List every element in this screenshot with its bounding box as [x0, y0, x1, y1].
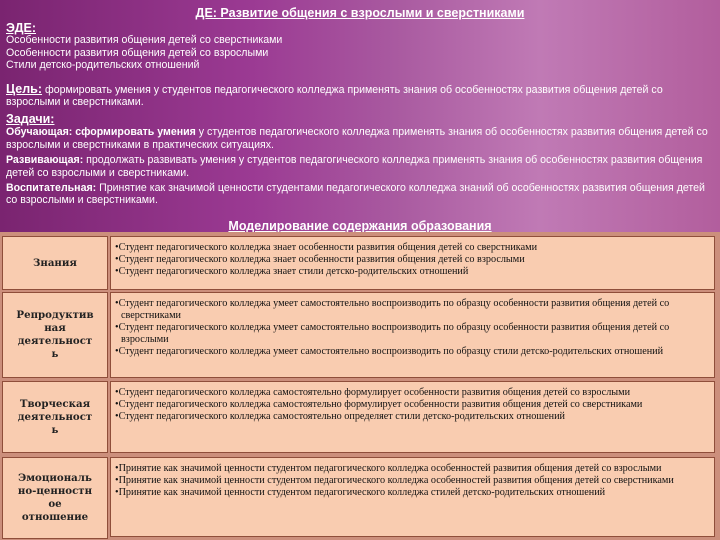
task-text: Принятие как значимой ценности студентами педагогического колледжа знаний об особенностях развития общения детей со взрослыми и сверстниками.: [6, 182, 705, 207]
task-text: продолжать развивать умения у студентов педагогического колледжа применять знания об особенностях развития общения детей со взрослыми и сверстниками.: [6, 154, 703, 179]
ede-section: [6, 22, 710, 72]
table-row: [0, 292, 720, 378]
list-item: • Принятие как значимой ценности студентом педагогического колледжа особенностей развития общения детей со взрослыми: [115, 463, 710, 475]
tasks-section: [6, 113, 710, 207]
page-title: ДЕ: Развитие общения с взрослыми и сверстниками: [195, 6, 525, 20]
table-row: [0, 381, 720, 453]
task-teaching: [6, 126, 710, 151]
goal-section: [6, 83, 710, 109]
task-label: Развивающая:: [6, 154, 84, 167]
header-panel: [0, 0, 720, 232]
goal-text: формировать умения у студентов педагогического колледжа применять знания об особенностях развития общения детей со взрослыми и сверстниками.: [6, 84, 663, 109]
row-content: [110, 236, 715, 290]
ede-item: Стили детско-родительских отношений: [6, 59, 200, 72]
ede-item: Особенности развития общения детей со сверстниками: [6, 34, 283, 47]
task-educational: [6, 182, 710, 207]
task-developing: [6, 154, 710, 179]
row-label: Знания: [2, 236, 108, 290]
table-row: [0, 236, 720, 290]
table-row: [0, 457, 720, 537]
ede-item: Особенности развития общения детей со взрослыми: [6, 46, 269, 59]
list-item: • Студент педагогического колледжа умеет самостоятельно воспроизводить по образцу особенности развития общения детей со взрослыми: [115, 322, 710, 346]
ede-label: ЭДЕ:: [6, 21, 36, 35]
list-item: • Студент педагогического колледжа самостоятельно формулирует особенности развития общения детей со взрослыми: [115, 387, 710, 399]
task-label: Обучающая: сформировать умения: [6, 126, 196, 139]
row-label: Творческая деятельност ь: [2, 381, 108, 453]
row-label: Репродуктив ная деятельност ь: [2, 292, 108, 378]
row-content: [110, 381, 715, 453]
list-item: • Студент педагогического колледжа умеет самостоятельно воспроизводить по образцу стили детско-родительских отношений: [115, 346, 710, 358]
goal-label: Цель:: [6, 82, 43, 96]
list-item: • Студент педагогического колледжа самостоятельно определяет стили детско-родительских отношений: [115, 411, 710, 423]
content-table: [0, 232, 720, 540]
list-item: • Студент педагогического колледжа умеет самостоятельно воспроизводить по образцу особенности развития общения детей со сверстниками: [115, 298, 710, 322]
list-item: • Студент педагогического колледжа знает особенности развития общения детей со сверстниками: [115, 242, 710, 254]
list-item: • Студент педагогического колледжа знает стили детско-родительских отношений: [115, 266, 710, 278]
row-content: [110, 457, 715, 537]
modeling-title: Моделирование содержания образования: [228, 219, 492, 232]
list-item: • Принятие как значимой ценности студентом педагогического колледжа особенностей развития общения детей со сверстниками: [115, 475, 710, 487]
task-text: у студентов педагогического колледжа применять знания об особенностях развития общения детей со взрослыми и сверстниками в практических ситуациях.: [6, 126, 708, 151]
row-label: Эмоциональ но-ценностн ое отношение: [2, 457, 108, 539]
list-item: • Принятие как значимой ценности студентом педагогического колледжа стилей детско-родительских отношений: [115, 487, 710, 499]
list-item: • Студент педагогического колледжа знает особенности развития общения детей со взрослыми: [115, 254, 710, 266]
tasks-label: Задачи:: [6, 112, 55, 126]
row-content: [110, 292, 715, 378]
list-item: • Студент педагогического колледжа самостоятельно формулирует особенности развития общения детей со сверстниками: [115, 399, 710, 411]
task-label: Воспитательная:: [6, 182, 97, 195]
